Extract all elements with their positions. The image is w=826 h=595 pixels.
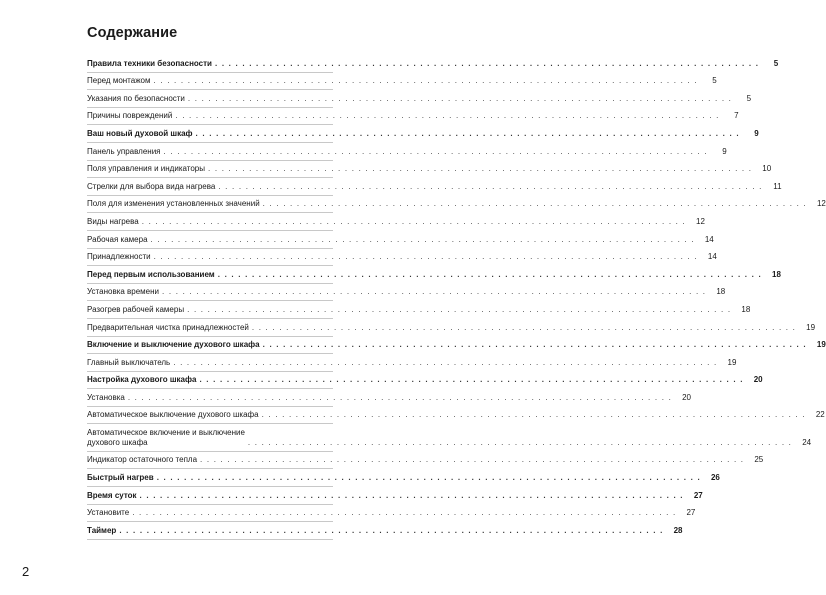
toc-entry[interactable] (87, 231, 714, 249)
dot-leader: . . . . . . . . . . . . . . . . . . . . . . . . . . . . . . . . . . . . . . . . . . . . . . . . . . . . . . . . . . . . . . . . . . . . . . . . . . . . . . . . (139, 490, 684, 500)
toc-entry-label: Установка времени (87, 287, 160, 297)
dot-leader: . . . . . . . . . . . . . . . . . . . . . . . . . . . . . . . . . . . . . . . . . . . . . . . . . . . . . . . . . . . . . . . . . . . . . . . . . . . . . . . . (187, 304, 732, 314)
toc-entry-label: Включение и выключение духового шкафа (87, 340, 260, 350)
dot-leader: . . . . . . . . . . . . . . . . . . . . . . . . . . . . . . . . . . . . . . . . . . . . . . . . . . . . . . . . . . . . . . . . . . . . . . . . . . . . . . . . (195, 128, 740, 138)
toc-entry-label: Установите (87, 508, 130, 518)
toc-entry[interactable] (87, 284, 726, 302)
dot-leader: . . . . . . . . . . . . . . . . . . . . . . . . . . . . . . . . . . . . . . . . . . . . . . . . . . . . . . . . . . . . . . . . . . . . . . . . . . . . . . . . (173, 357, 718, 367)
toc-entry[interactable] (87, 90, 752, 108)
toc-entry-label: Перед первым использованием (87, 269, 215, 279)
dot-leader: . . . . . . . . . . . . . . . . . . . . . . . . . . . . . . . . . . . . . . . . . . . . . . . . . . . . . . . . . . . . . . . . . . . . . . . . . . . . . . . . (251, 322, 797, 332)
toc-entry-page: 12 (696, 216, 705, 226)
dot-leader: . . . . . . . . . . . . . . . . . . . . . . . . . . . . . . . . . . . . . . . . . . . . . . . . . . . . . . . . . . . . . . . . . . . . . . . . . . . . . . . . (153, 252, 698, 262)
toc-entry[interactable] (87, 213, 705, 231)
toc-entry-label: Панель управления (87, 146, 161, 156)
toc-entry-page: 25 (754, 455, 764, 465)
dot-leader: . . . . . . . . . . . . . . . . . . . . . . . . . . . . . . . . . . . . . . . . . . . . . . . . . . . . . . . . . . . . . . . . . . . . . . . . . . . . . . . . (214, 58, 760, 68)
toc-entry[interactable] (87, 108, 739, 126)
dot-leader: . . . . . . . . . . . . . . . . . . . . . . . . . . . . . . . . . . . . . . . . . . . . . . . . . . . . . . . . . . . . . . . . . . . . . . . . . . . . . . . . (127, 392, 673, 402)
dot-leader: . . . . . . . . . . . . . . . . . . . . . . . . . . . . . . . . . . . . . . . . . . . . . . . . . . . . . . . . . . . . . . . . . . . . . . . . . . . . . . . . (247, 437, 793, 447)
toc-entry-label: Время суток (87, 490, 137, 500)
toc-entry-label: Разогрев рабочей камеры (87, 304, 185, 314)
page-number: 2 (22, 564, 30, 579)
toc-entry-page: 20 (682, 392, 692, 402)
toc-entry-page: 20 (753, 375, 763, 385)
toc-entry-label-continued: духового шкафа (87, 437, 148, 447)
toc-entry-page: 7 (734, 111, 739, 121)
toc-entry-label: Автоматическое выключение духового шкафа (87, 410, 259, 420)
toc-entry-label: Поля для изменения установленных значений (87, 199, 260, 209)
toc-entry-label: Автоматическое включение и выключение (87, 427, 245, 437)
toc-entry-label: Установка (87, 392, 125, 402)
dot-leader: . . . . . . . . . . . . . . . . . . . . . . . . . . . . . . . . . . . . . . . . . . . . . . . . . . . . . . . . . . . . . . . . . . . . . . . . . . . . . . . . (187, 93, 733, 103)
toc-entry-label: Указания по безопасности (87, 93, 185, 103)
toc-entry[interactable] (87, 452, 764, 470)
toc-entry[interactable] (87, 143, 727, 161)
toc-entry[interactable] (87, 249, 717, 267)
toc-entry[interactable] (87, 487, 703, 505)
toc-entry-page: 10 (762, 164, 772, 174)
dot-leader: . . . . . . . . . . . . . . . . . . . . . . . . . . . . . . . . . . . . . . . . . . . . . . . . . . . . . . . . . . . . . . . . . . . . . . . . . . . . . . . . (199, 375, 744, 385)
toc-entry[interactable] (87, 178, 782, 196)
dot-leader: . . . . . . . . . . . . . . . . . . . . . . . . . . . . . . . . . . . . . . . . . . . . . . . . . . . . . . . . . . . . . . . . . . . . . . . . . . . . . . . . (262, 199, 807, 209)
dot-leader: . . . . . . . . . . . . . . . . . . . . . . . . . . . . . . . . . . . . . . . . . . . . . . . . . . . . . . . . . . . . . . . . . . . . . . . . . . . . . . . . (153, 76, 698, 86)
toc-entry-page: 24 (802, 437, 812, 447)
toc-entry-page: 18 (716, 287, 726, 297)
toc-entry[interactable] (87, 407, 825, 425)
toc-entry-label: Стрелки для выбора вида нагрева (87, 181, 216, 191)
toc-entry-label: Настройка духового шкафа (87, 375, 197, 385)
toc-entry-label-block (87, 428, 245, 448)
toc-entry-label: Причины повреждений (87, 111, 173, 121)
toc-entry-label: Рабочая камера (87, 234, 148, 244)
toc-entry-label: Поля управления и индикаторы (87, 164, 205, 174)
toc-entry[interactable] (87, 505, 696, 523)
toc-entry-page: 28 (673, 525, 683, 535)
toc-entry[interactable] (87, 301, 751, 319)
dot-leader: . . . . . . . . . . . . . . . . . . . . . . . . . . . . . . . . . . . . . . . . . . . . . . . . . . . . . . . . . . . . . . . . . . . . . . . . . . . . . . . . (261, 410, 806, 420)
toc-entry[interactable] (87, 73, 717, 91)
toc-entry[interactable] (87, 469, 720, 487)
toc-entry-page: 18 (741, 304, 751, 314)
toc-entry[interactable] (87, 337, 826, 355)
toc-entry-label: Правила техники безопасности (87, 58, 212, 68)
dot-leader: . . . . . . . . . . . . . . . . . . . . . . . . . . . . . . . . . . . . . . . . . . . . . . . . . . . . . . . . . . . . . . . . . . . . . . . . . . . . . . . . (141, 216, 686, 226)
toc-entry-page: 27 (693, 490, 703, 500)
toc-entry-page: 5 (773, 58, 779, 68)
toc-entry[interactable] (87, 125, 759, 143)
toc-entry-page: 5 (712, 76, 717, 86)
toc-entry[interactable] (87, 196, 826, 214)
toc-entry-page: 26 (710, 473, 720, 483)
toc-entry-page: 27 (686, 508, 696, 518)
toc-entry[interactable] (87, 319, 816, 337)
toc-entry-page: 18 (772, 269, 781, 279)
dot-leader: . . . . . . . . . . . . . . . . . . . . . . . . . . . . . . . . . . . . . . . . . . . . . . . . . . . . . . . . . . . . . . . . . . . . . . . . . . . . . . . . (208, 164, 753, 174)
dot-leader: . . . . . . . . . . . . . . . . . . . . . . . . . . . . . . . . . . . . . . . . . . . . . . . . . . . . . . . . . . . . . . . . . . . . . . . . . . . . . . . . (119, 525, 664, 535)
dot-leader: . . . . . . . . . . . . . . . . . . . . . . . . . . . . . . . . . . . . . . . . . . . . . . . . . . . . . . . . . . . . . . . . . . . . . . . . . . . . . . . . (163, 146, 708, 156)
toc-entry-label: Предварительная чистка принадлежностей (87, 322, 249, 332)
toc-entry-page: 19 (816, 340, 826, 350)
toc-entry[interactable] (87, 266, 781, 284)
toc-entry-page: 19 (727, 357, 737, 367)
toc-entry-label: Главный выключатель (87, 357, 171, 367)
dot-leader: . . . . . . . . . . . . . . . . . . . . . . . . . . . . . . . . . . . . . . . . . . . . . . . . . . . . . . . . . . . . . . . . . . . . . . . . . . . . . . . . (162, 287, 707, 297)
toc-entry[interactable] (87, 161, 772, 179)
toc-entry[interactable] (87, 372, 763, 390)
toc-entry-label: Принадлежности (87, 252, 151, 262)
toc-entry-label: Виды нагрева (87, 216, 139, 226)
table-of-contents (87, 55, 826, 540)
toc-entry[interactable] (87, 522, 683, 540)
toc-entry-label: Ваш новый духовой шкаф (87, 128, 193, 138)
dot-leader: . . . . . . . . . . . . . . . . . . . . . . . . . . . . . . . . . . . . . . . . . . . . . . . . . . . . . . . . . . . . . . . . . . . . . . . . . . . . . . . . (218, 181, 763, 191)
toc-entry-page: 14 (707, 252, 717, 262)
toc-entry[interactable] (87, 354, 737, 372)
dot-leader: . . . . . . . . . . . . . . . . . . . . . . . . . . . . . . . . . . . . . . . . . . . . . . . . . . . . . . . . . . . . . . . . . . . . . . . . . . . . . . . . (217, 269, 762, 279)
toc-entry[interactable] (87, 389, 692, 407)
toc-entry-label: Индикатор остаточного тепла (87, 455, 198, 465)
toc-entry-page: 19 (806, 322, 816, 332)
toc-entry-label: Перед монтажом (87, 76, 151, 86)
toc-entry-page: 11 (773, 181, 782, 191)
dot-leader: . . . . . . . . . . . . . . . . . . . . . . . . . . . . . . . . . . . . . . . . . . . . . . . . . . . . . . . . . . . . . . . . . . . . . . . . . . . . . . . . (200, 455, 745, 465)
toc-entry-page: 9 (722, 146, 727, 156)
dot-leader: . . . . . . . . . . . . . . . . . . . . . . . . . . . . . . . . . . . . . . . . . . . . . . . . . . . . . . . . . . . . . . . . . . . . . . . . . . . . . . . . (150, 234, 695, 244)
toc-entry-page: 22 (815, 410, 825, 420)
toc-entry-page: 9 (754, 128, 759, 138)
dot-leader: . . . . . . . . . . . . . . . . . . . . . . . . . . . . . . . . . . . . . . . . . . . . . . . . . . . . . . . . . . . . . . . . . . . . . . . . . . . . . . . . (262, 340, 807, 350)
dot-leader: . . . . . . . . . . . . . . . . . . . . . . . . . . . . . . . . . . . . . . . . . . . . . . . . . . . . . . . . . . . . . . . . . . . . . . . . . . . . . . . . (175, 111, 720, 121)
dot-leader: . . . . . . . . . . . . . . . . . . . . . . . . . . . . . . . . . . . . . . . . . . . . . . . . . . . . . . . . . . . . . . . . . . . . . . . . . . . . . . . . (132, 508, 677, 518)
toc-entry[interactable] (87, 424, 812, 451)
toc-entry-label: Быстрый нагрев (87, 473, 154, 483)
toc-entry-page: 12 (816, 199, 826, 209)
toc-entry[interactable] (87, 55, 779, 73)
toc-entry-label: Таймер (87, 525, 117, 535)
toc-entry-page: 5 (746, 93, 752, 103)
dot-leader: . . . . . . . . . . . . . . . . . . . . . . . . . . . . . . . . . . . . . . . . . . . . . . . . . . . . . . . . . . . . . . . . . . . . . . . . . . . . . . . . (156, 473, 701, 483)
toc-entry-page: 14 (704, 234, 714, 244)
page-title: Содержание (87, 25, 178, 41)
